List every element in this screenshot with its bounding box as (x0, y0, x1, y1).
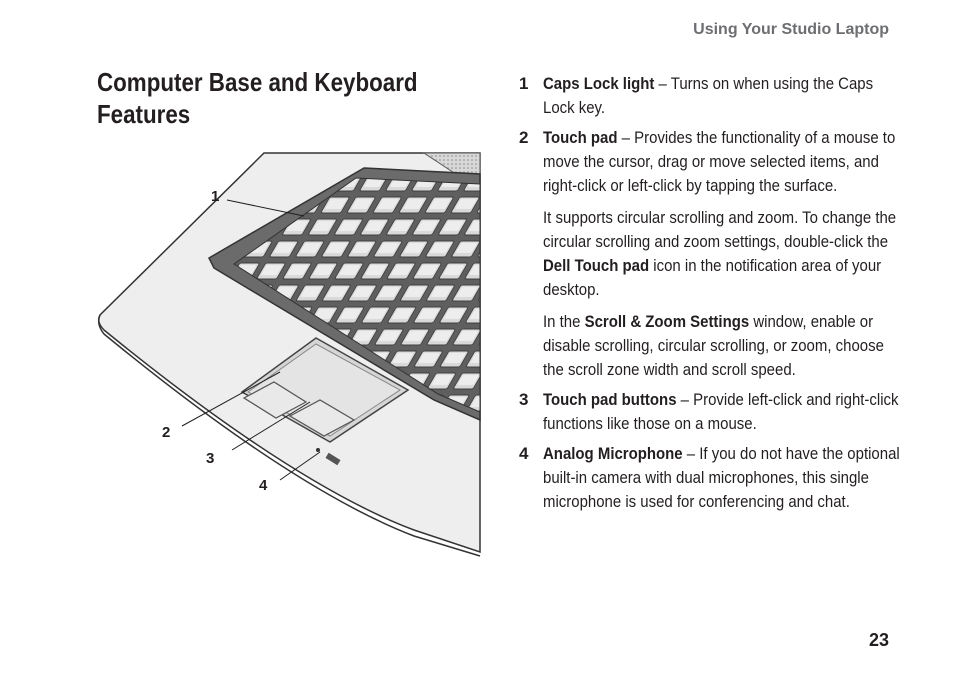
list-item (519, 442, 949, 514)
item-term: Analog Microphone (543, 444, 683, 463)
item-desc: – If you do not have the optional built-in camera with dual microphones, this single microphone is used for conferencing and chat. (543, 444, 900, 511)
item-text (543, 388, 904, 436)
paragraph-bold: Dell Touch pad (543, 256, 650, 275)
item-text (543, 126, 904, 198)
page-number: 23 (868, 630, 889, 650)
paragraph-text: It supports circular scrolling and zoom. To change the circular scrolling and zoom settings, double-click the (543, 208, 897, 251)
laptop-base-illustration (94, 150, 484, 560)
feature-list (519, 72, 949, 514)
item-text (543, 72, 904, 120)
page-title: Computer Base and Keyboard Features (97, 67, 418, 129)
item-number: 2 (519, 128, 529, 147)
callout-3: 3 (206, 450, 215, 467)
list-item (519, 72, 949, 120)
callout-1: 1 (211, 188, 220, 205)
paragraph-text: In the (543, 312, 585, 331)
callout-2: 2 (162, 424, 171, 441)
item-paragraph (543, 310, 904, 382)
paragraph-text: icon in the notification area of your desktop. (543, 256, 882, 299)
item-text (543, 442, 904, 514)
item-term: Touch pad buttons (543, 390, 677, 409)
item-number: 3 (519, 390, 529, 409)
item-desc: – Provide left-click and right-click functions like those on a mouse. (543, 390, 899, 433)
item-desc: – Turns on when using the Caps Lock key. (543, 74, 874, 117)
item-term: Touch pad (543, 128, 618, 147)
callout-4: 4 (259, 477, 268, 494)
paragraph-text: window, enable or disable scrolling, circular scrolling, or zoom, choose the scroll zone width and scroll speed. (543, 312, 884, 379)
list-item (519, 388, 949, 436)
item-term: Caps Lock light (543, 74, 655, 93)
list-item (519, 126, 949, 382)
running-head: Using Your Studio Laptop (693, 21, 889, 38)
item-desc: – Provides the functionality of a mouse to move the cursor, drag or move selected items, and right-click or left-click by tapping the surface. (543, 128, 896, 195)
laptop-illustration-svg (94, 150, 484, 560)
item-number: 4 (519, 444, 529, 463)
item-number: 1 (519, 74, 529, 93)
item-paragraph (543, 206, 904, 302)
paragraph-bold: Scroll & Zoom Settings (584, 312, 750, 331)
